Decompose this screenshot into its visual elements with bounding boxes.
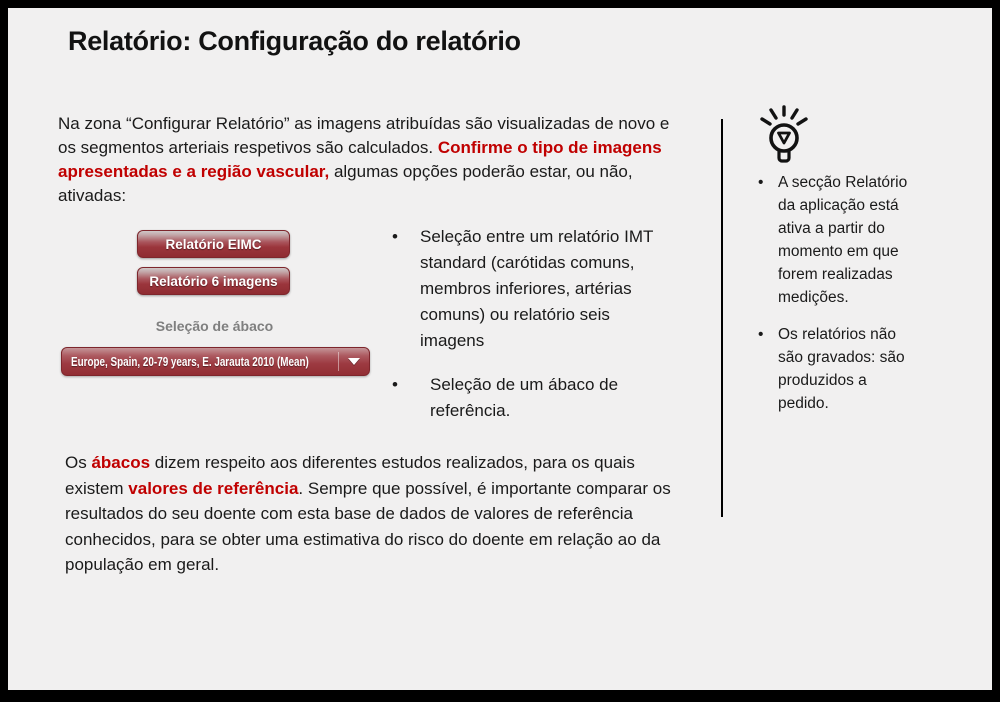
bottom-text-3: . Sempre que possível, é importante comparar os resultados do seu doente com esta base de dados de valores de referência conhecidos, para se obter uma estimativa do risco do doente em relação ao da população em geral. xyxy=(65,478,671,574)
list-item: • Seleção de um ábaco de referência. xyxy=(390,372,658,424)
abacus-dropdown[interactable] xyxy=(61,347,370,376)
intro-text-2: algumas opções poderão estar, ou não, ativadas: xyxy=(58,162,633,205)
tips-list xyxy=(754,171,912,415)
lightbulb-icon xyxy=(758,105,810,173)
abacus-dropdown-value: Europe, Spain, 20-79 years, E. Jarauta 2010 (Mean) xyxy=(71,354,309,369)
report-options-list xyxy=(390,224,658,424)
abacus-selection-label: Seleção de ábaco xyxy=(155,318,274,334)
bottom-highlight-2: valores de referência xyxy=(128,478,299,498)
list-item: • A secção Relatório da aplicação está ativa a partir do momento em que forem realizadas medições. xyxy=(754,171,910,309)
chevron-down-icon[interactable] xyxy=(348,358,360,365)
list-item: • Seleção entre um relatório IMT standard (carótidas comuns, membros inferiores, artérias comuns) ou relatório seis imagens xyxy=(390,224,658,354)
bottom-text-2: dizem respeito aos diferentes estudos realizados, para os quais existem xyxy=(65,453,635,498)
abacus-description-paragraph xyxy=(65,450,677,578)
bottom-highlight-1: ábacos xyxy=(91,453,151,472)
report-6-images-button[interactable]: Relatório 6 imagens xyxy=(137,267,290,295)
page-title: Relatório: Configuração do relatório xyxy=(68,26,521,56)
intro-text-1: Na zona “Configurar Relatório” as imagens atribuídas são visualizadas de novo e os segmentos arteriais respetivos são calculados. xyxy=(58,114,670,157)
report-eimc-button[interactable]: Relatório EIMC xyxy=(137,230,290,258)
sidebar-divider xyxy=(721,119,723,517)
dropdown-divider xyxy=(338,352,339,371)
list-item: • Os relatórios não são gravados: são produzidos a pedido. xyxy=(754,323,910,415)
slide-canvas xyxy=(8,8,992,690)
intro-highlight: Confirme o tipo de imagens apresentadas e a região vascular, xyxy=(58,138,662,181)
bottom-text-1: Os xyxy=(65,453,92,472)
intro-paragraph xyxy=(58,112,692,208)
